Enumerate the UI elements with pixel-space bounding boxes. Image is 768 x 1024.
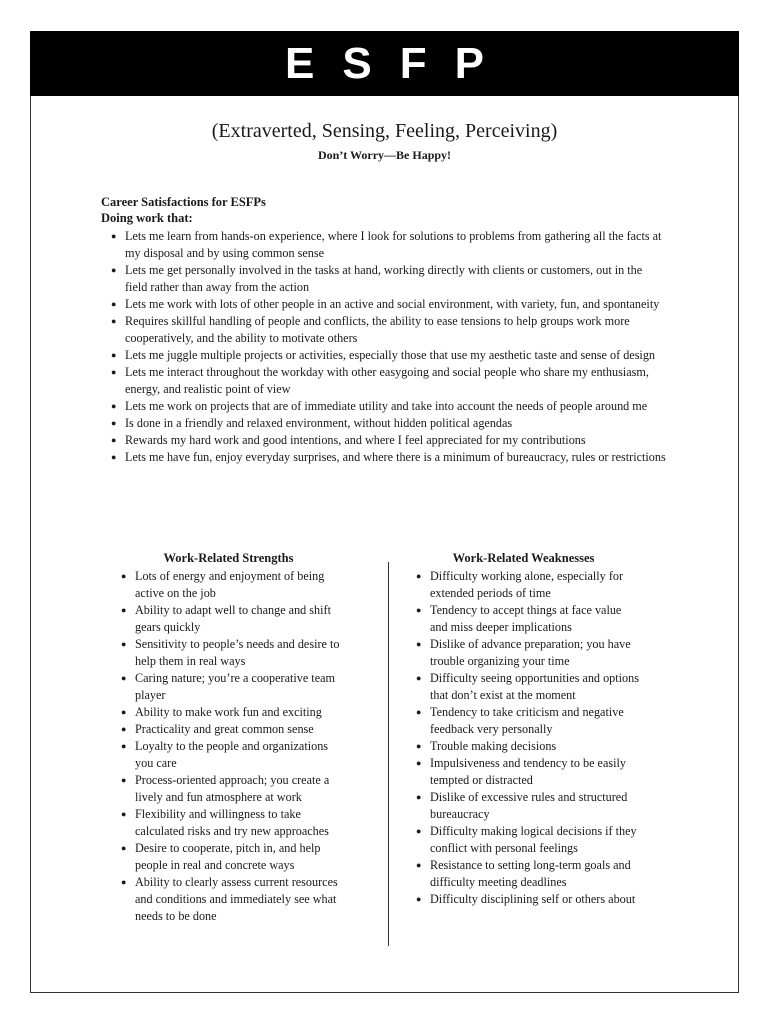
list-item: ● Lets me juggle multiple projects or activities, especially those that use my aesthetic taste and sense of design	[101, 347, 666, 364]
weaknesses-column	[406, 550, 641, 908]
list-item: ● Is done in a friendly and relaxed environment, without hidden political agendas	[101, 415, 666, 432]
list-item: ● Difficulty disciplining self or others about	[406, 891, 641, 908]
list-item: ● Lets me work with lots of other people in an active and social environment, with variety, fun, and spontaneity	[101, 296, 666, 313]
list-item: ● Impulsiveness and tendency to be easily tempted or distracted	[406, 755, 641, 789]
list-item: ● Caring nature; you’re a cooperative team player	[111, 670, 346, 704]
list-item: ● Tendency to accept things at face value and miss deeper implications	[406, 602, 641, 636]
satisfactions-intro: Doing work that:	[101, 211, 193, 225]
list-item: ● Dislike of advance preparation; you have trouble organizing your time	[406, 636, 641, 670]
list-item: ● Process-oriented approach; you create a lively and fun atmosphere at work	[111, 772, 346, 806]
list-item: ● Lets me learn from hands-on experience, where I look for solutions to problems from gathering all the facts at my disposal and by using common sense	[101, 228, 666, 262]
list-item: ● Tendency to take criticism and negative feedback very personally	[406, 704, 641, 738]
list-item: ● Lots of energy and enjoyment of being active on the job	[111, 568, 346, 602]
list-item: ● Lets me interact throughout the workday with other easygoing and social people who share my enthusiasm, energy, and realistic point of view	[101, 364, 666, 398]
list-item: ● Trouble making decisions	[406, 738, 641, 755]
strengths-list	[111, 568, 346, 925]
list-item: ● Ability to clearly assess current resources and conditions and immediately see what needs to be done	[111, 874, 346, 925]
strengths-heading: Work-Related Strengths	[163, 551, 294, 565]
list-item: ● Dislike of excessive rules and structured bureaucracy	[406, 789, 641, 823]
type-code: ESFP	[285, 38, 512, 88]
list-item: ● Practicality and great common sense	[111, 721, 346, 738]
list-item: ● Lets me get personally involved in the tasks at hand, working directly with clients or customers, out in the field rather than away from the action	[101, 262, 666, 296]
list-item: ● Ability to make work fun and exciting	[111, 704, 346, 721]
type-subtitle: (Extraverted, Sensing, Feeling, Perceiving)	[211, 120, 558, 142]
list-item: ● Difficulty seeing opportunities and options that don’t exist at the moment	[406, 670, 641, 704]
list-item: ● Lets me work on projects that are of immediate utility and take into account the needs of people around me	[101, 398, 666, 415]
list-item: ● Ability to adapt well to change and shift gears quickly	[111, 602, 346, 636]
type-motto: Don’t Worry—Be Happy!	[317, 148, 452, 162]
column-divider	[388, 562, 389, 946]
list-item: ● Lets me have fun, enjoy everyday surprises, and where there is a minimum of bureaucracy, rules or restrictions	[101, 449, 666, 466]
type-banner	[30, 31, 739, 96]
list-item: ● Difficulty making logical decisions if they conflict with personal feelings	[406, 823, 641, 857]
satisfactions-title: Career Satisfactions for ESFPs	[101, 195, 266, 209]
list-item: ● Flexibility and willingness to take calculated risks and try new approaches	[111, 806, 346, 840]
satisfactions-heading	[101, 194, 266, 226]
list-item: ● Difficulty working alone, especially for extended periods of time	[406, 568, 641, 602]
list-item: ● Rewards my hard work and good intentions, and where I feel appreciated for my contributions	[101, 432, 666, 449]
list-item: ● Desire to cooperate, pitch in, and help people in real and concrete ways	[111, 840, 346, 874]
document-page	[30, 31, 739, 993]
strengths-column	[111, 550, 346, 925]
list-item: ● Resistance to setting long-term goals and difficulty meeting deadlines	[406, 857, 641, 891]
weaknesses-list	[406, 568, 641, 908]
weaknesses-heading: Work-Related Weaknesses	[452, 551, 595, 565]
list-item: ● Loyalty to the people and organizations you care	[111, 738, 346, 772]
list-item: ● Requires skillful handling of people and conflicts, the ability to ease tensions to help groups work more cooperatively, and the ability to motivate others	[101, 313, 666, 347]
satisfactions-list	[101, 228, 666, 466]
list-item: ● Sensitivity to people’s needs and desire to help them in real ways	[111, 636, 346, 670]
